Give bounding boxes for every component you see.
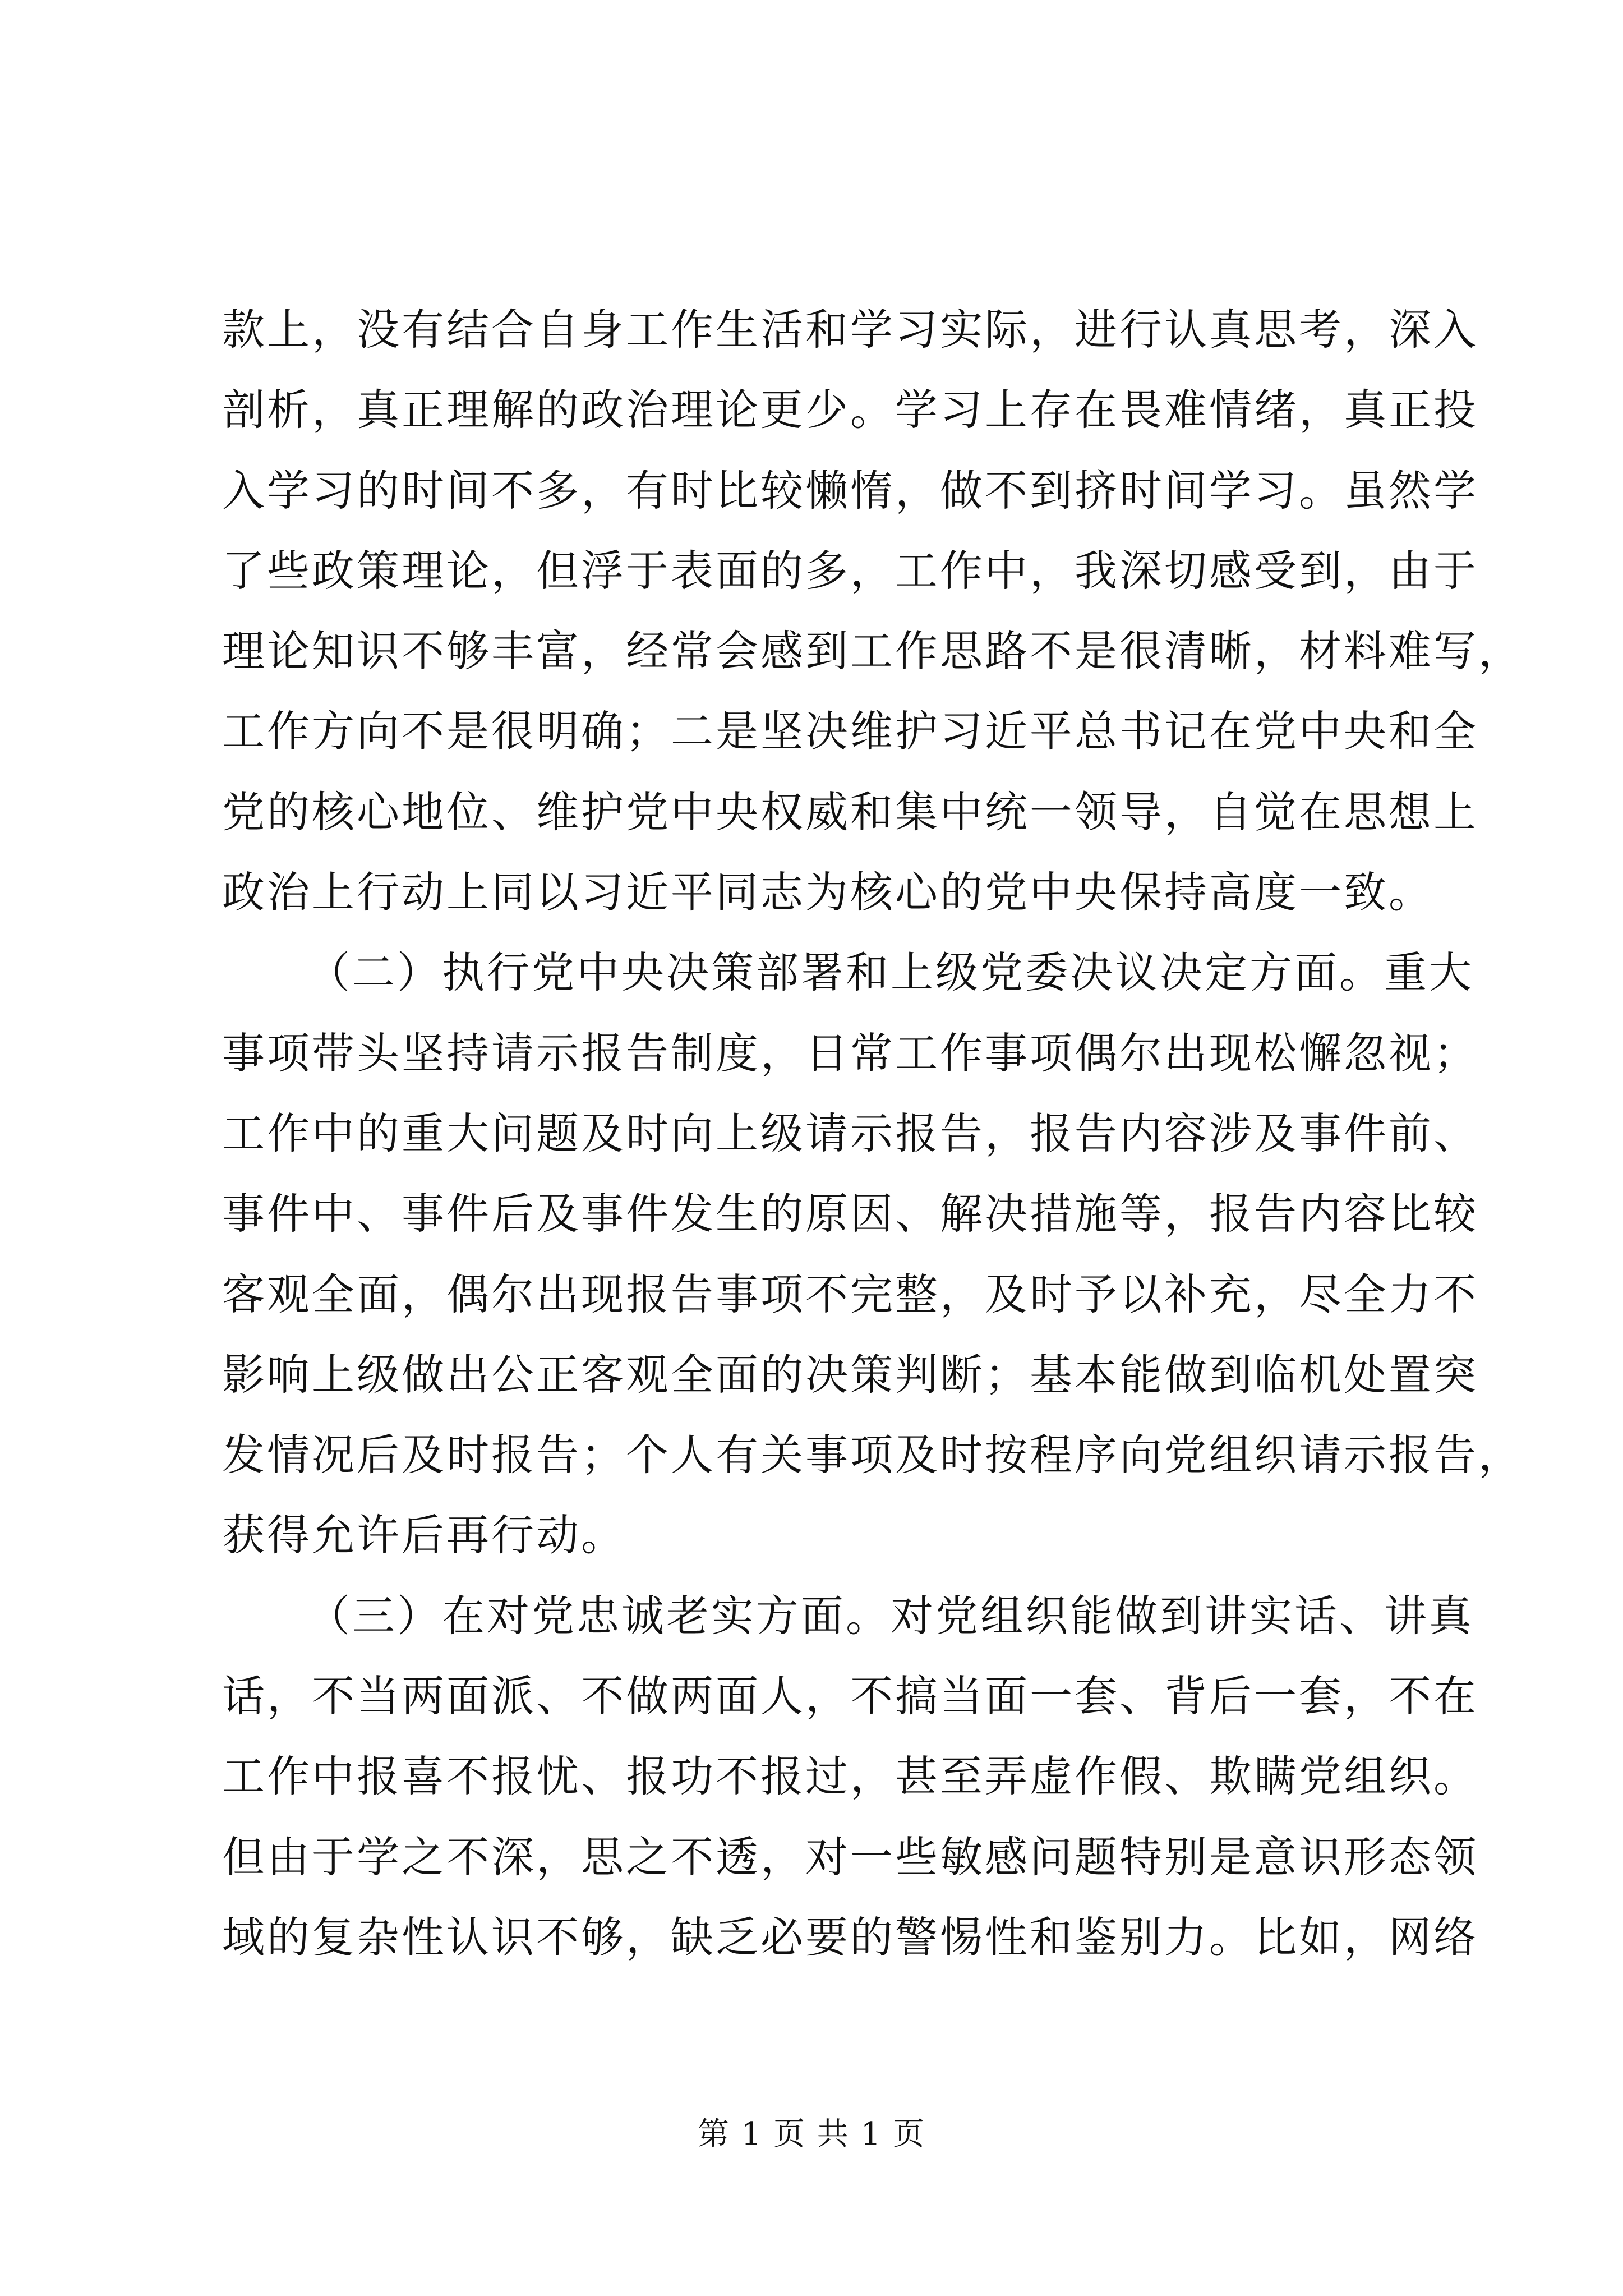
- text-line: 工作中报喜不报忧、报功不报过，甚至弄虚作假、欺瞒党组织。: [222, 1751, 1478, 1802]
- text-line: 工作中的重大问题及时向上级请示报告，报告内容涉及事件前、: [222, 1108, 1478, 1158]
- text-line: 理论知识不够丰富，经常会感到工作思路不是很清晰，材料难写，: [222, 626, 1523, 677]
- text-line: 事项带头坚持请示报告制度，日常工作事项偶尔出现松懈忽视；: [222, 1028, 1478, 1078]
- text-line: 工作方向不是很明确；二是坚决维护习近平总书记在党中央和全: [222, 706, 1478, 757]
- text-line: 话，不当两面派、不做两面人，不搞当面一套、背后一套，不在: [222, 1671, 1478, 1722]
- text-line: 发情况后及时报告；个人有关事项及时按程序向党组织请示报告，: [222, 1430, 1523, 1480]
- page-footer: 第 1 页 共 1 页: [697, 2116, 926, 2152]
- text-line: 客观全面，偶尔出现报告事项不完整，及时予以补充，尽全力不: [222, 1269, 1478, 1319]
- text-line: （二）执行党中央决策部署和上级党委决议决定方面。重大: [307, 947, 1474, 998]
- text-line: 党的核心地位、维护党中央权威和集中统一领导，自觉在思想上: [222, 786, 1478, 837]
- text-line: 域的复杂性认识不够，缺乏必要的警惕性和鉴别力。比如，网络: [222, 1912, 1478, 1962]
- text-line: 影响上级做出公正客观全面的决策判断；基本能做到临机处置突: [222, 1349, 1478, 1400]
- text-line: （三）在对党忠诚老实方面。对党组织能做到讲实话、讲真: [307, 1590, 1474, 1641]
- text-line: 剖析，真正理解的政治理论更少。学习上存在畏难情绪，真正投: [222, 385, 1478, 435]
- text-line: 款上，没有结合自身工作生活和学习实际，进行认真思考，深入: [222, 305, 1478, 355]
- text-line: 入学习的时间不多，有时比较懒惰，做不到挤时间学习。虽然学: [222, 465, 1478, 516]
- text-line: 获得允许后再行动。: [222, 1510, 626, 1561]
- text-line: 了些政策理论，但浮于表面的多，工作中，我深切感受到，由于: [222, 545, 1478, 596]
- text-line: 事件中、事件后及事件发生的原因、解决措施等，报告内容比较: [222, 1189, 1478, 1239]
- text-line: 但由于学之不深，思之不透，对一些敏感问题特别是意识形态领: [222, 1832, 1478, 1882]
- text-line: 政治上行动上同以习近平同志为核心的党中央保持高度一致。: [222, 867, 1433, 918]
- body-text: [222, 289, 1523, 1977]
